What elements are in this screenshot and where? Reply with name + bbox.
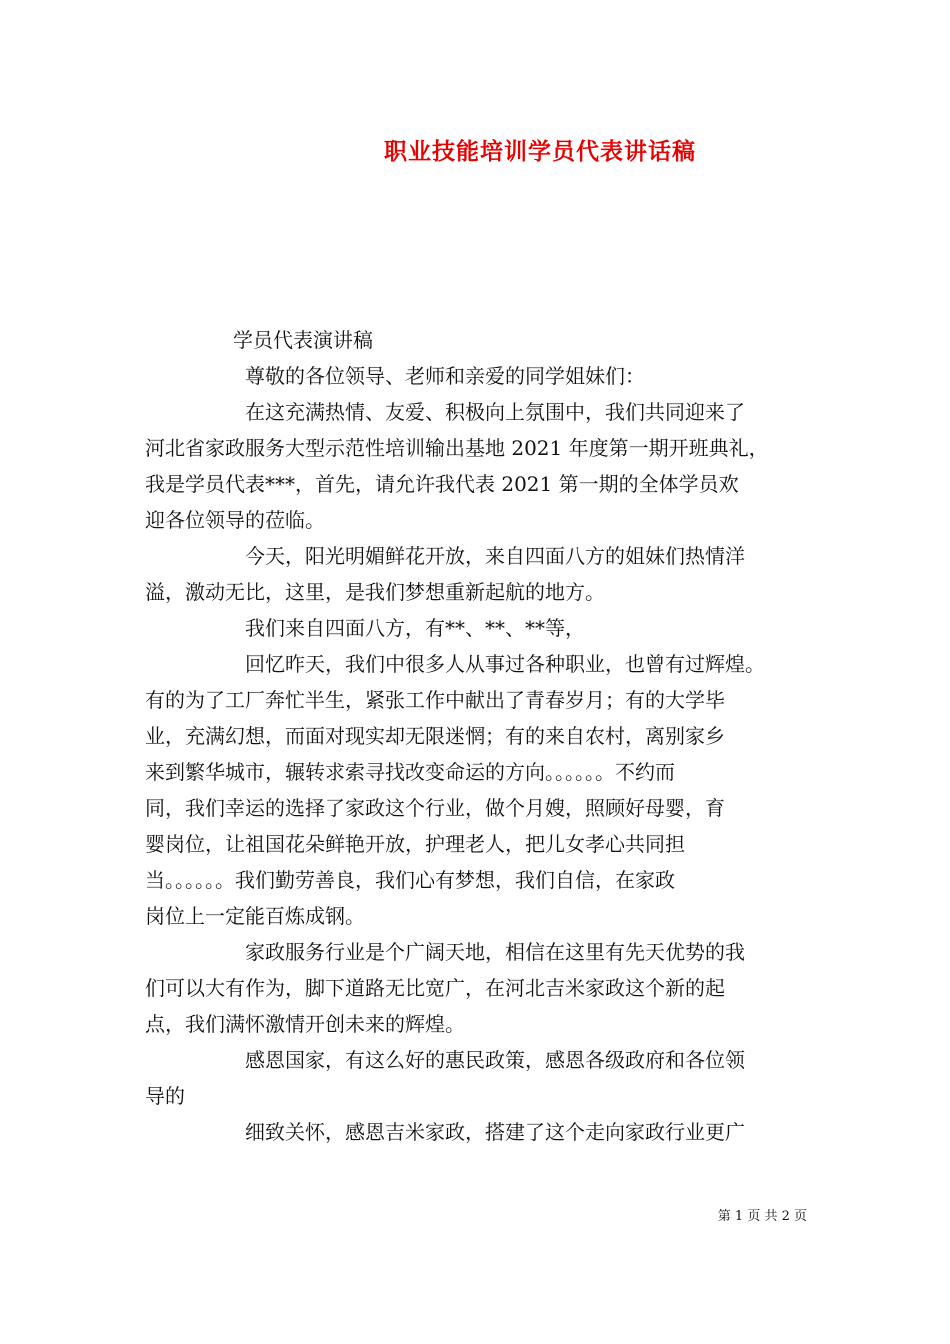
text-line: 业，充满幻想，而面对现实却无限迷惘；有的来自农村，离别家乡 bbox=[145, 724, 725, 748]
paragraph-heading bbox=[145, 322, 807, 358]
text-line: 尊敬的各位领导、老师和亲爱的同学姐妹们： bbox=[245, 364, 645, 388]
text-line: 河北省家政服务大型示范性培训输出基地 2021 年度第一期开班典礼， bbox=[145, 436, 769, 460]
text-line: 回忆昨天，我们中很多人从事过各种职业，也曾有过辉煌。 bbox=[245, 652, 765, 676]
page-number: 第 1 页 共 2 页 bbox=[717, 1209, 807, 1224]
text-line: 学员代表演讲稿 bbox=[233, 328, 373, 352]
text-line: 有的为了工厂奔忙半生，紧张工作中献出了青春岁月；有的大学毕 bbox=[145, 688, 725, 712]
document-title: 职业技能培训学员代表讲话稿 bbox=[384, 138, 696, 165]
text-line: 今天，阳光明媚鲜花开放，来自四面八方的姐妹们热情洋 bbox=[245, 544, 745, 568]
text-line: 来到繁华城市，辗转求索寻找改变命运的方向。。。。。。不约而 bbox=[145, 760, 675, 784]
text-line: 同，我们幸运的选择了家政这个行业，做个月嫂，照顾好母婴，育 bbox=[145, 796, 725, 820]
paragraph-opening bbox=[145, 394, 807, 538]
text-line: 在这充满热情、友爱、积极向上氛围中，我们共同迎来了 bbox=[245, 400, 745, 424]
text-line: 点，我们满怀激情开创未来的辉煌。 bbox=[145, 1012, 465, 1036]
text-line: 岗位上一定能百炼成钢。 bbox=[145, 904, 365, 928]
paragraph-care bbox=[145, 1114, 807, 1150]
paragraph-origin bbox=[145, 610, 807, 646]
text-line: 导的 bbox=[145, 1084, 185, 1108]
speech-body bbox=[145, 322, 807, 1150]
text-line: 我是学员代表***，首先，请允许我代表 2021 第一期的全体学员欢 bbox=[145, 472, 739, 496]
paragraph-today bbox=[145, 538, 807, 610]
paragraph-industry bbox=[145, 934, 807, 1042]
text-line: 溢，激动无比，这里，是我们梦想重新起航的地方。 bbox=[145, 580, 605, 604]
text-line: 们可以大有作为，脚下道路无比宽广，在河北吉米家政这个新的起 bbox=[145, 976, 725, 1000]
paragraph-gratitude bbox=[145, 1042, 807, 1114]
paragraph-salutation bbox=[145, 358, 807, 394]
paragraph-memory bbox=[145, 646, 807, 934]
text-line: 家政服务行业是个广阔天地，相信在这里有先天优势的我 bbox=[245, 940, 745, 964]
text-line: 当。。。。。。我们勤劳善良，我们心有梦想，我们自信，在家政 bbox=[145, 868, 675, 892]
text-line: 细致关怀，感恩吉米家政，搭建了这个走向家政行业更广 bbox=[245, 1120, 745, 1144]
text-line: 婴岗位，让祖国花朵鲜艳开放，护理老人，把儿女孝心共同担 bbox=[145, 832, 685, 856]
text-line: 迎各位领导的莅临。 bbox=[145, 508, 325, 532]
text-line: 感恩国家，有这么好的惠民政策，感恩各级政府和各位领 bbox=[245, 1048, 745, 1072]
text-line: 我们来自四面八方，有**、**、**等， bbox=[245, 616, 585, 640]
